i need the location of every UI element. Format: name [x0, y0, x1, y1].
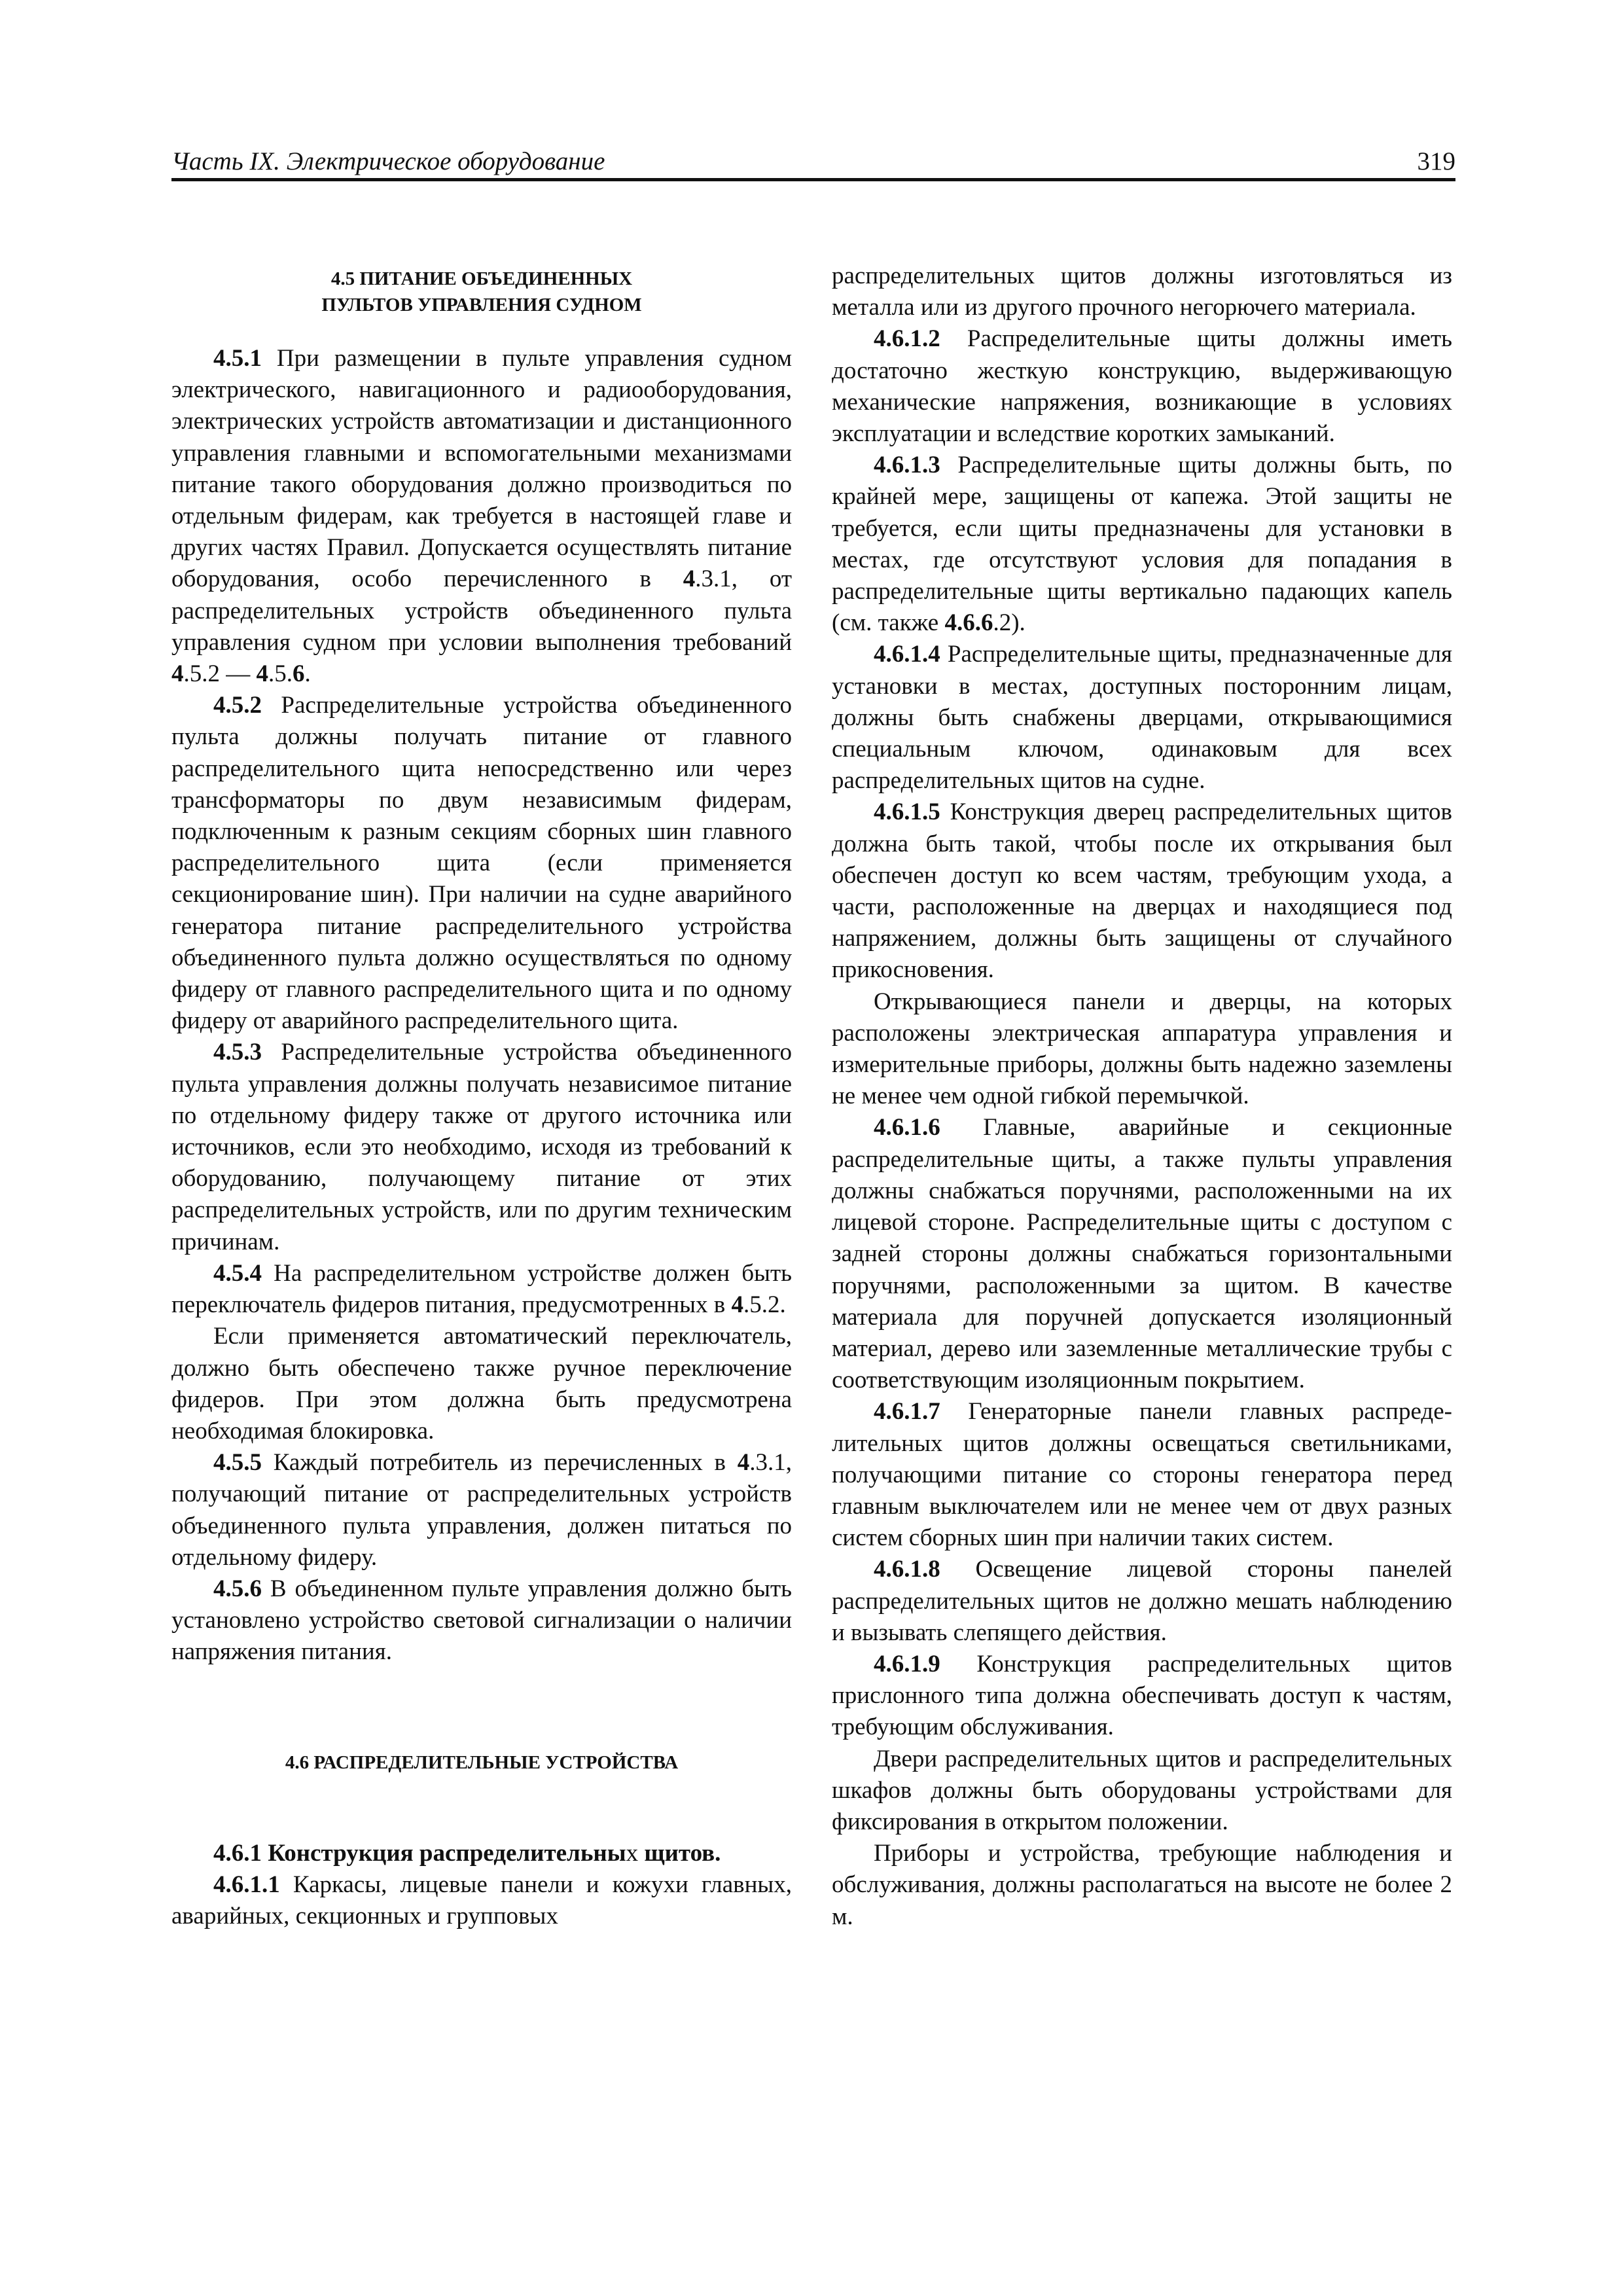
- paragraph-4-6-1-9: [832, 1649, 1452, 1744]
- paragraph-text: Распределительные щиты, предназначенные для установки в местах, доступных посторонним лицам, должны быть снабжены дверцами, открывающимися специальным ключом, одинаковым для всех распределительных щитов на судне.: [832, 641, 1452, 795]
- paragraph-text: При размещении в пульте управления судном электрического, навигационного и радиооборудования, электрических устройств автоматизации и дистанционного управления главными и вспомогательными механизмами питание такого оборудования должно производиться по отдельным фидерам, как требуется в настоящей главе и других частях Правил. Допускается осуществлять питание оборудования, особо перечисленного в: [171, 345, 792, 593]
- clause-number: 4.5.6: [213, 1575, 262, 1602]
- clause-number: 4.5.5: [213, 1449, 262, 1477]
- cross-reference: 4: [256, 660, 268, 688]
- section-title-line: ПУЛЬТОВ УПРАВЛЕНИЯ СУДНОМ: [321, 295, 642, 315]
- paragraph-text: Освещение лицевой стороны панелей распределительных щитов не должно мешать наблюдению и вызывать слепящего действия.: [832, 1556, 1452, 1646]
- paragraph-4-6-1-2: [832, 323, 1452, 450]
- paragraph-text: Главные, аварийные и секционные распределительные щиты, а также пульты управления должны снабжаться поручнями, расположенными на их лицевой стороне. Распределительные щиты с доступом с задней стороны должны снабжаться горизонтальными поручнями, расположенными за щитом. В качестве материала для поручней допускается изоляционный материал, дерево или заземленные металлические трубы с соответствующим изоляционным покрытием.: [832, 1114, 1452, 1394]
- paragraph-text: Каждый потребитель из перечисленных в: [262, 1449, 738, 1477]
- paragraph-4-5-6: [171, 1573, 792, 1668]
- paragraph-text: Если применяется автоматический переключатель, должно быть обеспечено также ручное переключение фидеров. При этом должна быть предусмотрена необходимая блокировка.: [171, 1323, 792, 1444]
- paragraph-text: Генераторные панели главных распределительных щитов должны освещаться светильниками, получающими питание со стороны генератора перед главным выключателем или не менее чем от двух разных систем сборных шин при наличии таких систем.: [832, 1398, 1452, 1552]
- clause-number: 4.5.4: [213, 1259, 262, 1287]
- paragraph-text: распределительных щитов должны изготовляться из металла или из другого прочного негорючего материала.: [832, 262, 1452, 321]
- cross-reference: 4: [171, 660, 184, 688]
- subsection-heading-text: х: [626, 1839, 639, 1867]
- paragraph-4-5-4-continued: [171, 1321, 792, 1447]
- paragraph-4-6-1-6: [832, 1112, 1452, 1396]
- paragraph-text: , получающий питание от распределительных устройств объединенного пульта управления, должен питаться по отдельному фидеру.: [171, 1449, 792, 1571]
- clause-number: 4.5.2: [213, 692, 262, 719]
- cross-reference: .3.1: [695, 565, 732, 593]
- section-4-6-title: 4.6 РАСПРЕДЕЛИТЕЛЬНЫЕ УСТРОЙСТВА: [285, 1751, 679, 1773]
- clause-number: 4.6.1.5: [874, 798, 940, 826]
- clause-number: 4.6.1.1: [213, 1871, 280, 1898]
- clause-number: 4.6.1.6: [874, 1114, 940, 1141]
- section-4-5-title: [171, 266, 792, 318]
- paragraph-text: Приборы и устройства, требующие наблюдения и обслуживания, должны располагаться на высоте не более 2 м.: [832, 1840, 1452, 1930]
- paragraph-4-5-1: [171, 343, 792, 690]
- cross-reference: 4: [683, 565, 696, 593]
- paragraph-4-5-3: [171, 1037, 792, 1257]
- paragraph-text: Двери распределительных щитов и распределительных шкафов должны быть оборудованы устройствами для фиксирования в открытом положении.: [832, 1745, 1452, 1835]
- paragraph-text: Конструкция распределительных щитов прислонного типа должна обеспечивать доступ к частям, требующим обслуживания.: [832, 1650, 1452, 1741]
- paragraph-text: Распределительные устройства объединенного пульта управления должны получать независимое питание по отдельному фидеру также от другого источника или источников, если это необходимо, исходя из требований к оборудованию, получающему питание от этих распределительных устройств, или по другим техническим причинам.: [171, 1039, 792, 1255]
- paragraph-4-6-1-9-instruments: [832, 1838, 1452, 1933]
- paragraph-4-6-1-5: [832, 797, 1452, 986]
- paragraph-4-6-1-4: [832, 639, 1452, 797]
- paragraph-text: Конструкция дверец распределительных щитов должна быть такой, чтобы после их открывания был обеспечен доступ ко всем частям, требующим ухода, а части, расположенные на дверцах и находящиеся под напряжением, должны быть защищены от случайного прикосновения.: [832, 798, 1452, 984]
- cross-reference: .3.1: [749, 1449, 786, 1477]
- paragraph-4-6-1-1: [171, 1869, 792, 1932]
- cross-reference: 4: [731, 1291, 743, 1319]
- paragraph-4-6-1-1-continued: [832, 260, 1452, 323]
- right-column: [832, 260, 1452, 1933]
- cross-reference: 4: [737, 1449, 750, 1477]
- paragraph-4-5-2: [171, 690, 792, 1037]
- clause-number: 4.5.1: [213, 345, 262, 372]
- clause-number: 4.6.1.7: [874, 1398, 940, 1426]
- clause-number: 4.6.1.9: [874, 1650, 940, 1677]
- paragraph-text: Распределительные щиты должны иметь достаточно жесткую конструкцию, выдерживающую механические напряжения, возникающие в условиях эксплуатации и вследствие коротких замыканий.: [832, 325, 1452, 448]
- cross-reference: 6: [293, 660, 305, 688]
- clause-number: 4.5.3: [213, 1039, 262, 1066]
- section-title-line: 4.5 ПИТАНИЕ ОБЪЕДИНЕННЫХ: [330, 268, 633, 289]
- subsection-heading-text: щитов.: [638, 1839, 721, 1867]
- running-header: [171, 145, 1455, 181]
- left-column: [171, 260, 792, 1932]
- paragraph-4-6-1-9-doors: [832, 1744, 1452, 1839]
- paragraph-4-5-4: [171, 1258, 792, 1321]
- paragraph-text: Распределительные устройства объединенного пульта должны получать питание от главного распределительного щита непосредственно или через трансформаторы по двум независимым фидерам, подключенным к разным секциям сборных шин главного распределительного щита (если применяется секционирование шин). При наличии на судне аварийного генератора питание распределительного устройства объединенного пульта должно осуществляться по одному фидеру от главного распределительного щита и по одному фидеру от аварийного распределительного щита.: [171, 692, 792, 1035]
- clause-number: 4.6.1.2: [874, 325, 940, 353]
- paragraph-text: .: [304, 660, 311, 688]
- paragraph-text: Распределительные щиты должны быть, по крайней мере, защищены от капежа. Этой защиты не требуется, если щиты предназначены для установки в местах, где отсутствуют условия для попадания в распределительные щиты вертикально падающих капель (см. также: [832, 452, 1452, 637]
- cross-reference: .5.2: [183, 660, 220, 688]
- paragraph-4-6-1-8: [832, 1554, 1452, 1649]
- cross-reference: 4.6.6: [944, 609, 993, 637]
- paragraph-text: В объединенном пульте управления должно быть установлено устройство световой сигнализации о наличии напряжения питания.: [171, 1575, 792, 1666]
- paragraph-4-6-1-3: [832, 450, 1452, 639]
- page-number: 319: [1417, 147, 1455, 175]
- subsection-4-6-1-heading: [171, 1838, 792, 1869]
- range-dash: —: [220, 660, 257, 688]
- paragraph-text: , от распределительных устройств объединенного пульта управления судном при условии выполнения требований: [171, 565, 793, 656]
- paragraph-4-5-5: [171, 1447, 792, 1573]
- paragraph-4-6-1-7: [832, 1396, 1452, 1554]
- subsection-heading-text: 4.6.1 Конструкция распределительны: [213, 1839, 626, 1867]
- clause-number: 4.6.1.8: [874, 1556, 940, 1583]
- clause-number: 4.6.1.4: [874, 641, 940, 668]
- paragraph-text: .2).: [993, 609, 1026, 637]
- paragraph-text: На распределительном устройстве должен быть переключатель фидеров питания, предусмотренных в: [171, 1259, 792, 1319]
- running-header-title: Часть IX. Электрическое оборудование: [171, 147, 605, 175]
- paragraph-4-6-1-5-continued: [832, 986, 1452, 1113]
- paragraph-text: Каркасы, лицевые панели и кожухи главных, аварийных, секционных и групповых: [171, 1871, 792, 1929]
- cross-reference: .5.: [268, 660, 293, 688]
- clause-number: 4.6.1.3: [874, 452, 940, 479]
- cross-reference: .5.2.: [743, 1291, 786, 1319]
- paragraph-text: Открывающиеся панели и дверцы, на которых расположены электрическая аппаратура управления и измерительные приборы, должны быть надежно заземлены не менее чем одной гибкой перемычкой.: [832, 988, 1452, 1110]
